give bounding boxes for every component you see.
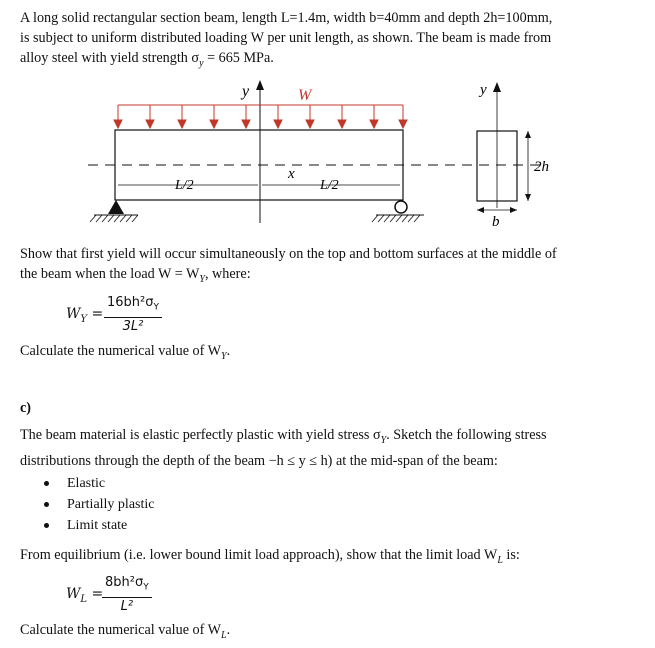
part-b-paragraph	[20, 244, 640, 290]
bullet-icon	[44, 481, 49, 486]
part-c-equilibrium: From equilibrium (i.e. lower bound limit load approach), show that the limit load $W_L$ is:	[20, 547, 520, 566]
intro-line-3: alloy steel with yield strength $\sigma_y = 665$ MPa.	[20, 50, 274, 69]
beam-figure	[0, 78, 655, 238]
part-c-line-2: distributions through the depth of the beam −h ≤ y ≤ h) at the mid-span of the beam:	[20, 452, 498, 469]
limit-load-lhs: $W_L$ =	[66, 586, 104, 605]
list-item: Elastic	[44, 474, 105, 494]
section-width-label: b	[492, 214, 500, 230]
intro-paragraph	[20, 8, 640, 74]
list-item: Partially plastic	[44, 495, 154, 515]
yield-load-fraction: $\frac{16bh^2\sigma_Y}{\text{3L²}}$	[104, 294, 162, 335]
roller-support	[395, 201, 407, 213]
part-b-calc: Calculate the numerical value of $W_Y$.	[20, 343, 231, 362]
y-axis-label: y	[242, 83, 250, 100]
half-length-right: L/2	[320, 178, 339, 193]
section-depth-label: 2h	[534, 159, 549, 175]
bullet-icon	[44, 523, 49, 528]
part-b-line-2: the beam when the load $W = W_Y$, where:	[20, 266, 251, 285]
part-c-label: c)	[20, 400, 32, 416]
part-c-paragraph	[20, 425, 640, 471]
limit-load-fraction: $\frac{8bh^2\sigma_Y}{\text{L²}}$	[102, 574, 152, 615]
part-b-line-1: Show that first yield will occur simultaneously on the top and bottom surfaces at the middle of	[20, 246, 557, 262]
section-y-label: y	[480, 82, 487, 98]
part-c-calc: Calculate the numerical value of $W_L$.	[20, 622, 231, 641]
intro-line-1: A long solid rectangular section beam, length L=1.4m, width b=40mm and depth 2h=100mm,	[20, 10, 553, 26]
load-label: W	[298, 87, 312, 104]
half-length-left: L/2	[175, 178, 194, 193]
part-c-line-1: The beam material is elastic perfectly plastic with yield stress $\sigma_Y$. Sketch the following stress	[20, 427, 547, 446]
y-axis-arrow	[256, 80, 264, 90]
x-axis-label: x	[288, 166, 295, 182]
list-item: Limit state	[44, 516, 127, 536]
intro-line-2: is subject to uniform distributed loading W per unit length, as shown. The beam is made from	[20, 30, 552, 46]
pin-support	[108, 200, 124, 214]
yield-load-lhs: $W_Y$ =	[66, 306, 104, 325]
bullet-icon	[44, 502, 49, 507]
